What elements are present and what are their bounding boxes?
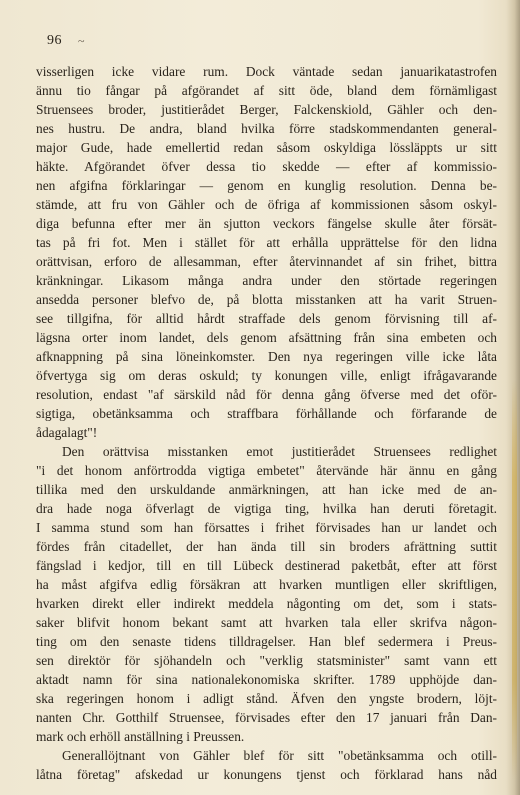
body-text: [36, 62, 497, 784]
text-line: dra hade noga öfverlagt de vigtiga ting, hvilka han deruti företagit.: [36, 501, 497, 516]
text-line: sen direktör för sjöhandeln och "verklig statsminister" samt vann ett: [36, 653, 497, 668]
text-line: nanten Chr. Gotthilf Struensee, förvisades efter den 17 januari från Dan-: [36, 710, 497, 725]
page-mark: ~: [78, 34, 85, 48]
text-line: aktadt namn för sina nationalekonomiska skrifter. 1789 upphöjde dan-: [36, 672, 497, 687]
page-number: 96: [47, 33, 62, 48]
text-line: I samma stund som han försattes i frihet förvisades han ur landet och: [36, 520, 497, 535]
text-line: ansedda personer blefvo de, på blotta misstanken att ha varit Struen-: [36, 292, 497, 307]
text-line: tillika med den urskuldande anmärkningen, att han icke med de an-: [36, 482, 497, 497]
text-line: saker blifvit honom bekant samt att hvarken tala eller skrifva någon-: [36, 615, 497, 630]
text-line: fängslad i kedjor, till en till Lübeck destinerad paketbåt, efter att först: [36, 558, 497, 573]
text-line: visserligen icke vidare rum. Dock väntade sedan januarikatastrofen: [36, 64, 497, 79]
text-line: låtna företag" afskedad ur konungens tjenst och förklarad hans nåd: [36, 767, 497, 782]
text-line: Generallöjtnant von Gähler blef för sitt "obetänksamma och otill-: [62, 748, 497, 763]
text-line: sigtiga, obetänksamma och straffbara förhållande och förfarande de: [36, 406, 497, 421]
text-line: ska regeringen honom i adligt stånd. Äfven den yngste brodern, löjt-: [36, 691, 497, 706]
text-line: nen afgifna förklaringar — genom en kunglig resolution. Denna be-: [36, 178, 497, 193]
text-line: hvarken direkt eller indirekt meddela någonting om det, som i stats-: [36, 596, 497, 611]
text-line: ha måst afgifva edlig försäkran att hvarken muntligen eller skriftligen,: [36, 577, 497, 592]
text-line: Den orättvisa misstanken emot justitierådet Struensees redlighet: [62, 444, 497, 459]
text-line: resolution, endast "af särskild nåd för denna gång öfverse med det oför-: [36, 387, 497, 402]
text-line: afknappning på sina löneinkomster. Den nya regeringen ville icke låta: [36, 349, 497, 364]
text-line: kränkningar. Likasom många andra under den störtade regeringen: [36, 273, 497, 288]
text-line: nes hustru. De andra, bland hvilka förre stadskommendanten general-: [36, 121, 497, 136]
text-line: häkte. Afgörandet öfver dessa tio skedde — efter af kommissio-: [36, 159, 497, 174]
page-edge-bar: [512, 380, 517, 780]
text-line: fördes från citadellet, der han ända till sin broders afrättning suttit: [36, 539, 497, 554]
text-line: diga befunna efter mer än sjutton veckors fängelse skulle åter försät-: [36, 216, 497, 231]
text-line: ådagalagt"!: [36, 425, 98, 440]
text-line: tas på fri fot. Men i stället för att erhålla upprättelse för den lidna: [36, 235, 497, 250]
text-line: Struensees broder, justitierådet Berger, Falckenskiold, Gähler och den-: [36, 102, 497, 117]
text-line: stämde, att fru von Gähler och de öfriga af kommissionen såsom oskyl-: [36, 197, 497, 212]
text-line: mark och erhöll anställning i Preussen.: [36, 729, 245, 744]
text-line: lägsna orter inom landet, dels genom afsättning från sina embeten och: [36, 330, 497, 345]
text-line: ännu tio fångar på afgörandet af sitt öde, bland dem förnämligast: [36, 83, 497, 98]
text-line: orättvisan, erforo de allesamman, efter återvinnandet af sin frihet, bittra: [36, 254, 497, 269]
text-line: öfvertyga sig om deras oskuld; ty konungen ville, enligt ifrågavarande: [36, 368, 497, 383]
text-line: major Gude, hade emellertid redan såsom oskyldiga lössläppts ur sitt: [36, 140, 497, 155]
text-line: ting om den senaste tidens tilldragelser. Han blef sedermera i Preus-: [36, 634, 497, 649]
text-line: "i det honom anförtrodda vigtiga embetet" återvände här ännu en gång: [36, 463, 497, 478]
text-line: see tillgifna, för alltid hårdt straffade dels genom förvisning till af-: [36, 311, 497, 326]
